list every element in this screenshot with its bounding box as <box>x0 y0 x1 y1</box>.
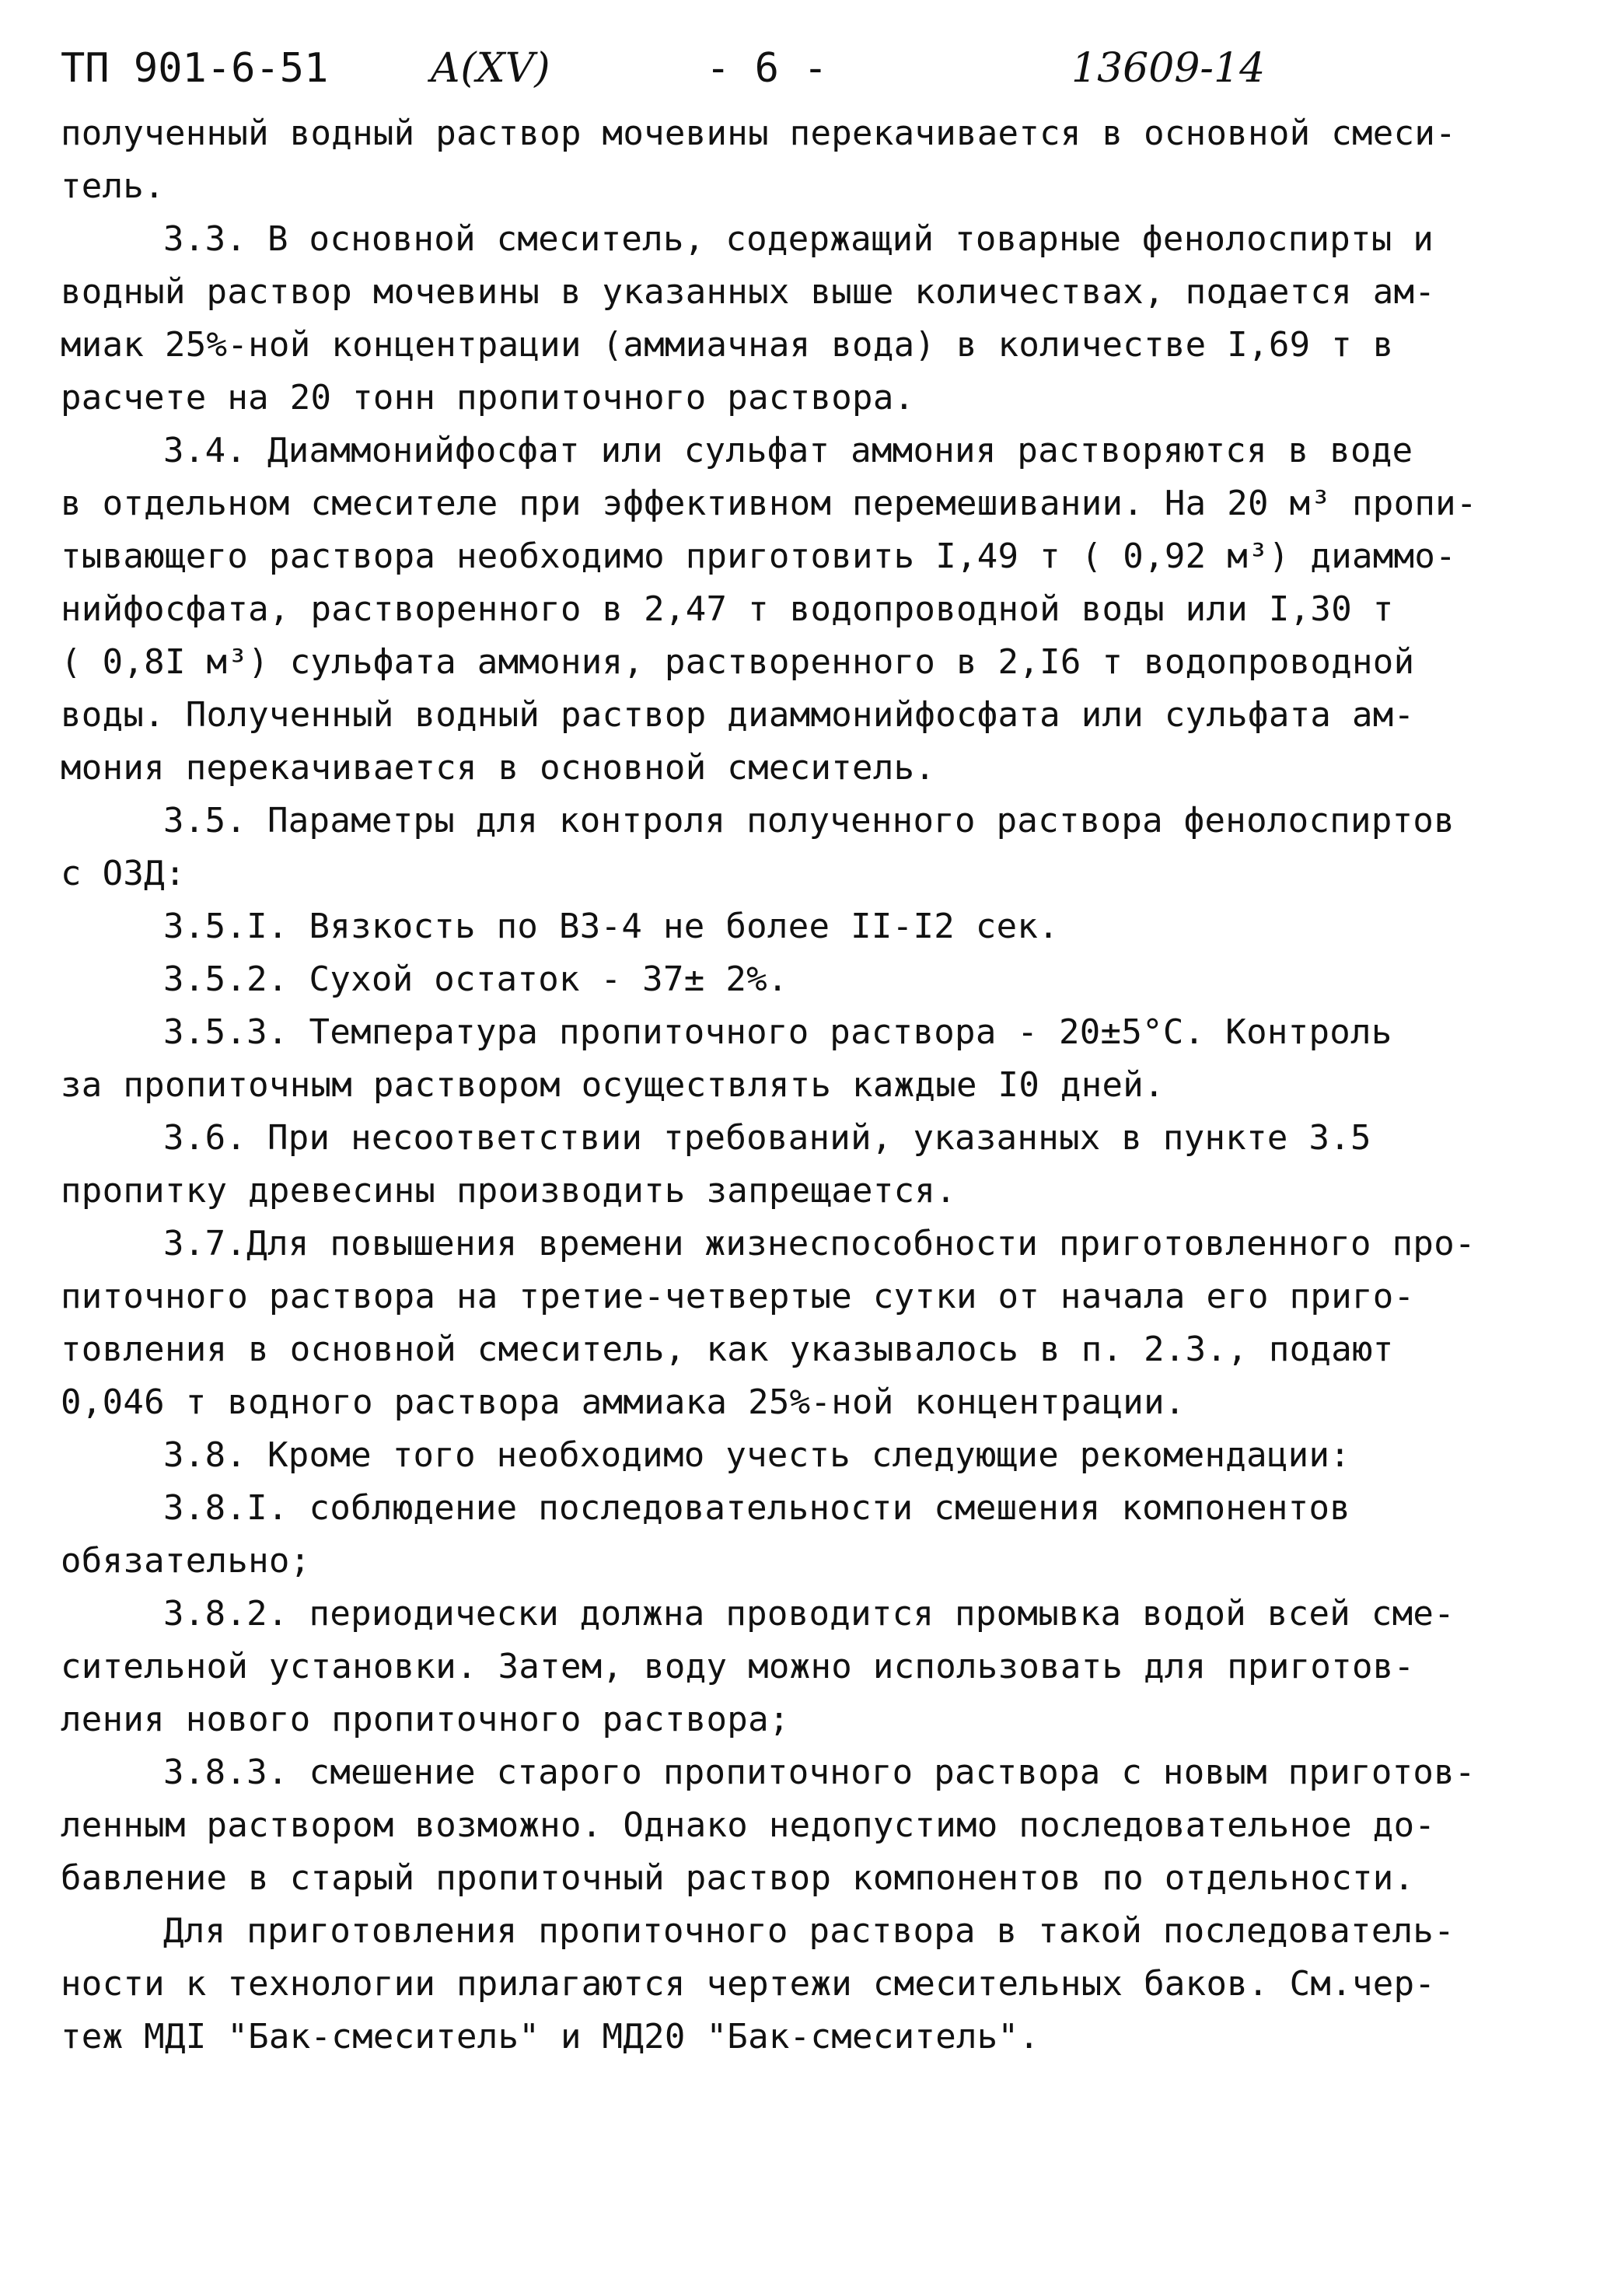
text-line: полученный водный раствор мочевины перекачивается в основной смеси- <box>61 114 1456 153</box>
text-line: ( 0,8I м³) сульфата аммония, растворенного в 2,I6 т водопроводной <box>61 642 1415 682</box>
text-line: бавление в старый пропиточный раствор компонентов по отдельности. <box>61 1858 1415 1898</box>
text-line: ления нового пропиточного раствора; <box>61 1700 790 1739</box>
text-line: миак 25%-ной концентрации (аммиачная вода) в количестве I,69 т в <box>61 325 1394 365</box>
paragraph-3-5: 3.5. Параметры для контроля полученного раствора фенолоспиртов <box>163 801 1455 840</box>
page-number: - 6 - <box>706 45 828 92</box>
text-line: ленным раствором возможно. Однако недопустимо последовательное до- <box>61 1805 1436 1845</box>
text-line: ности к технологии прилагаются чертежи смесительных баков. См.чер- <box>61 1964 1436 2004</box>
document-version: А(XV) <box>430 45 550 92</box>
text-line: обязательно; <box>61 1541 311 1581</box>
text-line: водный раствор мочевины в указанных выше количествах, подается ам- <box>61 272 1436 312</box>
paragraph-3-6: 3.6. При несоответствии требований, указанных в пункте 3.5 <box>163 1118 1371 1158</box>
text-line: за пропиточным раствором осуществлять каждые I0 дней. <box>61 1065 1165 1105</box>
text-line: сительной установки. Затем, воду можно использовать для приготов- <box>61 1647 1415 1686</box>
text-line: питочного раствора на третие-четвертые сутки от начала его приго- <box>61 1277 1415 1316</box>
text-line: расчете на 20 тонн пропиточного раствора. <box>61 378 915 418</box>
paragraph-3-5-3: 3.5.3. Температура пропиточного раствора - 20±5°С. Контроль <box>163 1012 1392 1052</box>
text-line: 0,046 т водного раствора аммиака 25%-ной концентрации. <box>61 1382 1186 1422</box>
page-header <box>61 45 1538 107</box>
text-line: товления в основной смеситель, как указывалось в п. 2.3., подают <box>61 1330 1394 1369</box>
paragraph-3-5-1: 3.5.I. Вязкость по ВЗ-4 не более II-I2 сек. <box>163 907 1059 946</box>
paragraph-closing: Для приготовления пропиточного раствора в такой последователь- <box>163 1911 1455 1951</box>
paragraph-3-8-3: 3.8.3. смешение старого пропиточного раствора с новым приготов- <box>163 1753 1476 1792</box>
paragraph-3-7: 3.7.Для повышения времени жизнеспособности приготовленного про- <box>163 1224 1476 1263</box>
paragraph-3-8: 3.8. Кроме того необходимо учесть следующие рекомендации: <box>163 1435 1351 1475</box>
document-body <box>61 107 1561 2064</box>
paragraph-3-3: 3.3. В основной смеситель, содержащий товарные фенолоспирты и <box>163 219 1434 259</box>
text-line: тывающего раствора необходимо приготовить I,49 т ( 0,92 м³) диаммо- <box>61 536 1456 576</box>
paragraph-3-4: 3.4. Диаммонийфосфат или сульфат аммония растворяются в воде <box>163 431 1413 470</box>
paragraph-3-5-2: 3.5.2. Сухой остаток - 37± 2%. <box>163 959 788 999</box>
paragraph-3-8-1: 3.8.I. соблюдение последовательности смешения компонентов <box>163 1488 1351 1528</box>
text-line: теж МДI "Бак-смеситель" и МД20 "Бак-смеситель". <box>61 2017 1040 2057</box>
inventory-number: 13609-14 <box>1071 45 1266 92</box>
document-code: ТП 901-6-51 <box>61 45 329 92</box>
text-line: нийфосфата, растворенного в 2,47 т водопроводной воды или I,30 т <box>61 589 1394 629</box>
text-line: мония перекачивается в основной смеситель. <box>61 748 936 788</box>
text-line: с ОЗД: <box>61 854 186 893</box>
text-line: воды. Полученный водный раствор диаммонийфосфата или сульфата ам- <box>61 695 1415 735</box>
text-line: тель. <box>61 166 165 206</box>
text-line: пропитку древесины производить запрещается. <box>61 1171 956 1211</box>
paragraph-3-8-2: 3.8.2. периодически должна проводится промывка водой всей сме- <box>163 1594 1455 1634</box>
text-line: в отдельном смесителе при эффективном перемешивании. На 20 м³ пропи- <box>61 484 1477 523</box>
